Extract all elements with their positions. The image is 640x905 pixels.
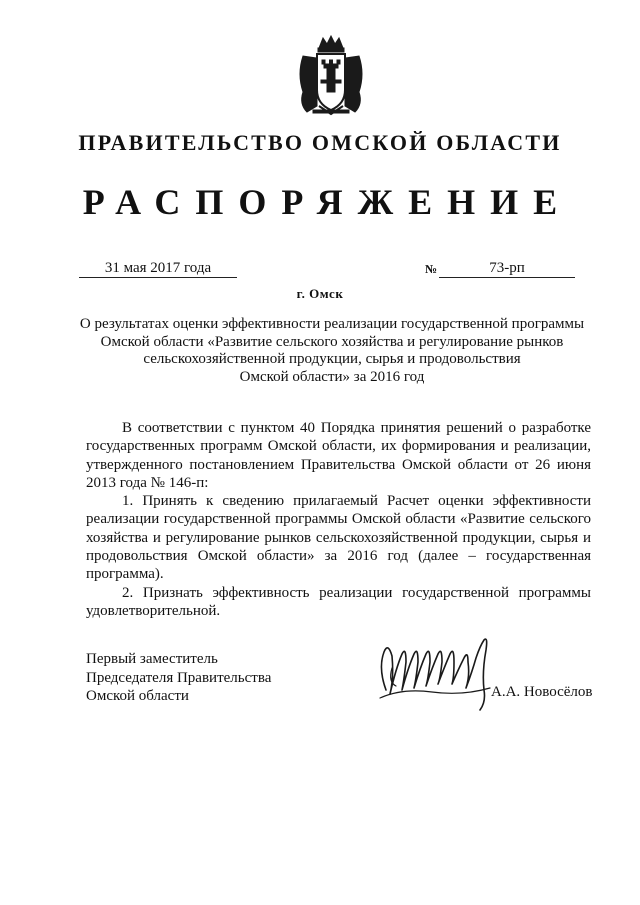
document-city: г. Омск (296, 286, 344, 301)
subject-line: О результатах оценки эффективности реализации государственной программы (79, 316, 585, 332)
signer-name: А.А. Новосёлов (491, 684, 593, 700)
body-paragraph: В соответствии с пунктом 40 Порядка принятия решений о разработке государственных программ Омской области, их формирования и реализации, утвержденного постановлением Правительства Омской области от 26 июня 2013 года № 146-п: (86, 420, 591, 491)
subject-line: сельскохозяйственной продукции, сырья и продовольствия (143, 351, 521, 367)
document-date: 31 мая 2017 года (79, 260, 237, 278)
subject-line: Омской области» за 2016 год (239, 368, 425, 385)
number-sign: № (425, 262, 438, 276)
signer-position-line: Омской области (86, 688, 189, 704)
document-number: 73-рп (439, 260, 575, 278)
handwritten-signature (372, 628, 502, 718)
signer-position-line: Первый заместитель (86, 651, 218, 667)
signer-position (86, 650, 271, 706)
subject-line: Омской области «Развитие сельского хозяйства и регулирование рынков (100, 333, 564, 350)
signer-position-line: Председателя Правительства (86, 669, 272, 686)
body-paragraph: 2. Признать эффективность реализации государственной программы удовлетворительной. (86, 584, 591, 619)
document-type-title: РАСПОРЯЖЕНИЕ (82, 182, 573, 222)
government-title: ПРАВИТЕЛЬСТВО ОМСКОЙ ОБЛАСТИ (78, 130, 562, 155)
document-subject (68, 316, 596, 386)
body-paragraph: 1. Принять к сведению прилагаемый Расчет оценки эффективности реализации государственной программы Омской области «Развитие сельского хозяйства и регулирование рынков сельскохозяйственной продукции, сырья и продовольствия Омской области» за 2016 год (далее – государственная программа). (86, 493, 591, 583)
coat-of-arms-emblem (291, 34, 371, 116)
document-body (86, 419, 591, 620)
document-number-field (425, 260, 575, 278)
